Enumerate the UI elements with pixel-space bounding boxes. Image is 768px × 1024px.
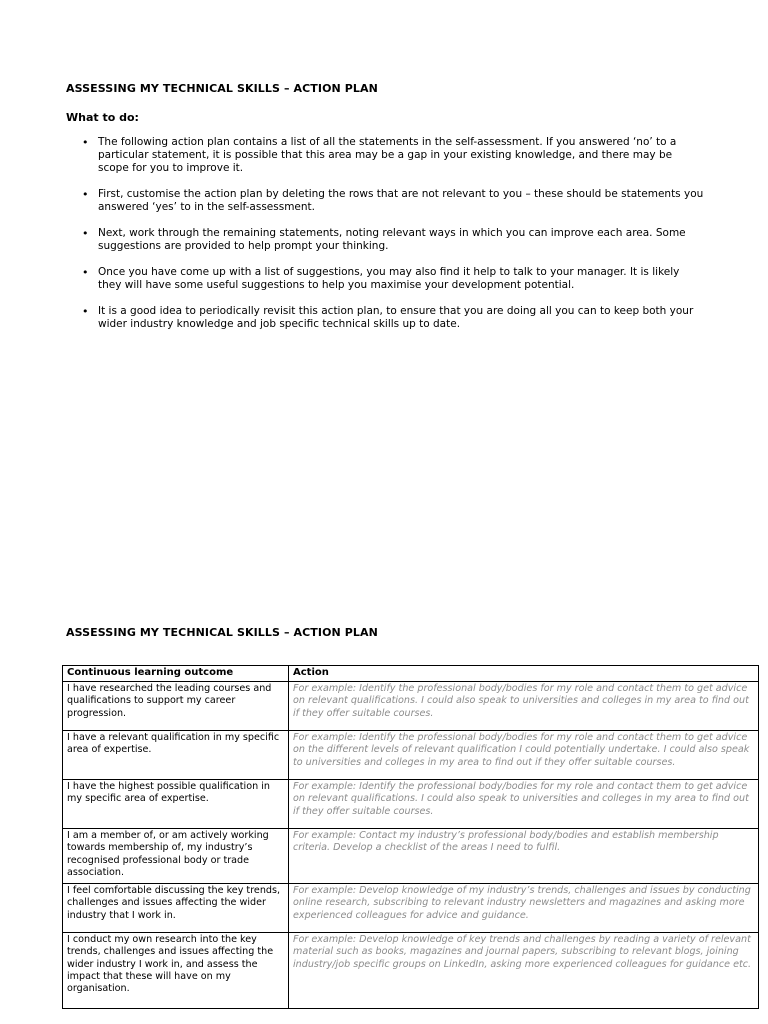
action-cell[interactable]: For example: Develop knowledge of my industry’s trends, challenges and issues by conducting online research, subscribing to relevant industry newsletters and magazines and asking more experienced colleagues for advice and guidance. xyxy=(289,884,759,933)
table-row xyxy=(63,884,759,933)
outcome-cell: I have the highest possible qualification in my specific area of expertise. xyxy=(63,780,289,829)
instruction-item: • Next, work through the remaining statements, noting relevant ways in which you can improve each area. Some suggestions are provided to help prompt your thinking. xyxy=(98,227,704,253)
instruction-list xyxy=(66,136,706,331)
what-to-do-heading: What to do: xyxy=(66,111,139,124)
page-top-section xyxy=(66,82,706,344)
action-cell[interactable]: For example: Contact my industry’s professional body/bodies and establish membership criteria. Develop a checklist of the areas I need to fulfil. xyxy=(289,829,759,884)
action-cell[interactable]: For example: Identify the professional body/bodies for my role and contact them to get advice on relevant qualifications. I could also speak to universities and colleges in my area to find out if they offer suitable courses. xyxy=(289,682,759,731)
page-title: ASSESSING MY TECHNICAL SKILLS – ACTION PLAN xyxy=(66,82,378,95)
table-row xyxy=(63,731,759,780)
page-bottom-section xyxy=(66,626,766,639)
section-title: ASSESSING MY TECHNICAL SKILLS – ACTION PLAN xyxy=(66,626,378,639)
instruction-item: • Once you have come up with a list of suggestions, you may also find it help to talk to your manager. It is likely they will have some useful suggestions to help you maximise your development potential. xyxy=(98,266,704,292)
outcome-cell: I have researched the leading courses and qualifications to support my career progression. xyxy=(63,682,289,731)
column-header-action: Action xyxy=(289,666,759,682)
outcome-cell: I am a member of, or am actively working towards membership of, my industry’s recognised professional body or trade association. xyxy=(63,829,289,884)
table-row xyxy=(63,829,759,884)
table-header-row xyxy=(63,666,759,682)
instruction-item: • It is a good idea to periodically revisit this action plan, to ensure that you are doing all you can to keep both your wider industry knowledge and job specific technical skills up to date. xyxy=(98,305,704,331)
outcome-cell: I have a relevant qualification in my specific area of expertise. xyxy=(63,731,289,780)
outcome-cell: I conduct my own research into the key trends, challenges and issues affecting the wider industry I work in, and assess the impact that these will have on my organisation. xyxy=(63,933,289,1009)
instruction-item: • First, customise the action plan by deleting the rows that are not relevant to you – these should be statements you answered ‘yes’ to in the self-assessment. xyxy=(98,188,704,214)
action-cell[interactable]: For example: Identify the professional body/bodies for my role and contact them to get advice on relevant qualifications. I could also speak to universities and colleges in my area to find out if they offer suitable courses. xyxy=(289,780,759,829)
action-cell[interactable]: For example: Identify the professional body/bodies for my role and contact them to get advice on the different levels of relevant qualification I could potentially undertake. I could also speak to universities and colleges in my area to find out if they offer suitable courses. xyxy=(289,731,759,780)
action-plan-table xyxy=(62,665,759,1009)
outcome-cell: I feel comfortable discussing the key trends, challenges and issues affecting the wider industry that I work in. xyxy=(63,884,289,933)
table-row xyxy=(63,682,759,731)
column-header-outcome: Continuous learning outcome xyxy=(63,666,289,682)
table-row xyxy=(63,780,759,829)
table-row xyxy=(63,933,759,1009)
action-cell[interactable]: For example: Develop knowledge of key trends and challenges by reading a variety of relevant material such as books, magazines and journal papers, subscribing to relevant blogs, joining industry/job specific groups on LinkedIn, asking more experienced colleagues for guidance etc. xyxy=(289,933,759,1009)
instruction-item: • The following action plan contains a list of all the statements in the self-assessment. If you answered ‘no’ to a particular statement, it is possible that this area may be a gap in your existing knowledge, and there may be scope for you to improve it. xyxy=(98,136,704,175)
